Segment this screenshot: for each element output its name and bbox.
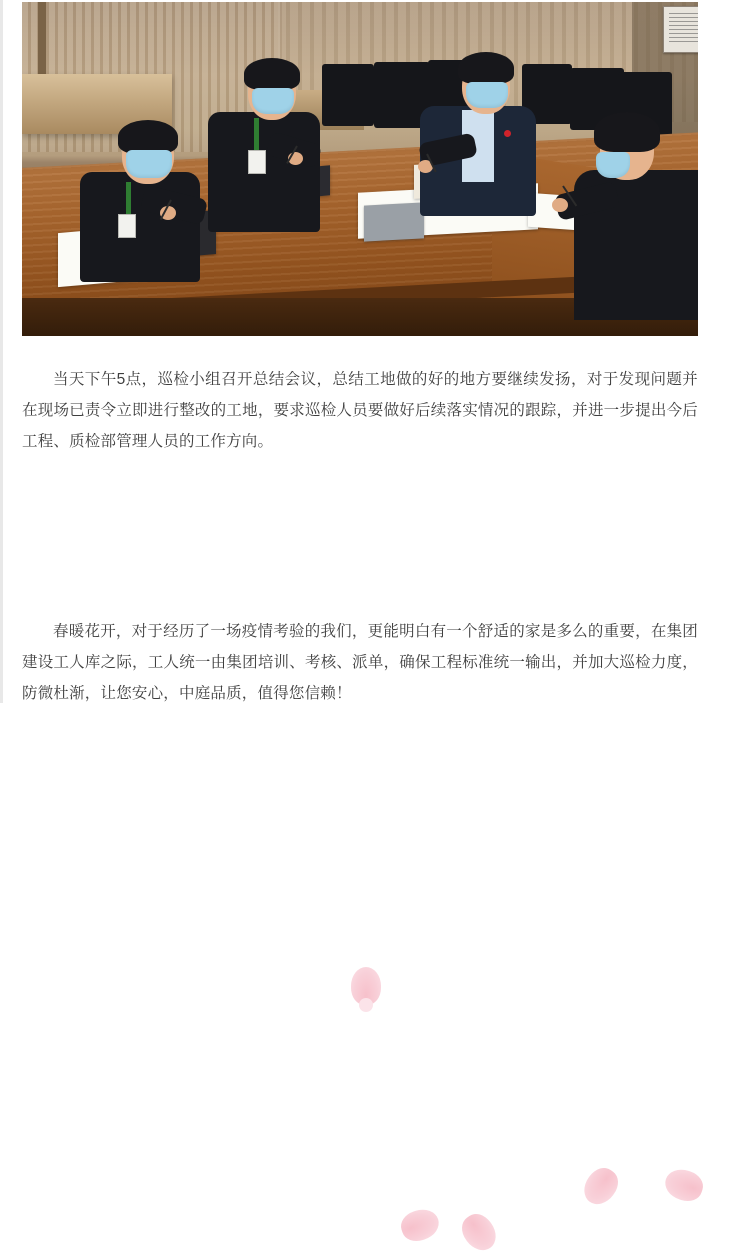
paragraph-closing-message: 春暖花开，对于经历了一场疫情考验的我们，更能明白有一个舒适的家是多么的重要，在集团建设工人库之际，工人统一由集团培训、考核、派单，确保工程标准统一输出，并加大巡检力度，防微杜渐，让您安心，中庭品质，值得您信赖！ [22, 622, 698, 702]
lanyard [254, 118, 259, 154]
section-divider [0, 480, 733, 570]
face-mask [466, 82, 508, 108]
flower-center [359, 998, 373, 1012]
inspection-summary-meeting-photo [22, 2, 698, 336]
left-margin-rule [0, 0, 3, 703]
id-badge [118, 214, 136, 238]
flower-petal [456, 1208, 503, 1256]
gray-folder [364, 202, 424, 241]
photo-background [22, 2, 698, 336]
wall-notice-board [663, 6, 698, 53]
face-mask [596, 152, 630, 178]
id-badge [248, 150, 266, 174]
flower-petal [661, 1165, 706, 1205]
stacked-chair [322, 64, 374, 126]
paragraph-meeting-summary: 当天下午5点，巡检小组召开总结会议，总结工地做的好的地方要继续发扬，对于发现问题并在现场已责令立即进行整改的工地，要求巡检人员要做好后续落实情况的跟踪，并进一步提出今后工程、质检部管理人员的工作方向。 [22, 370, 698, 450]
face-mask [126, 150, 172, 178]
flower-petal [578, 1162, 625, 1210]
party-emblem-pin [504, 130, 511, 137]
face-mask [252, 88, 294, 114]
flower-petal [397, 1205, 442, 1245]
